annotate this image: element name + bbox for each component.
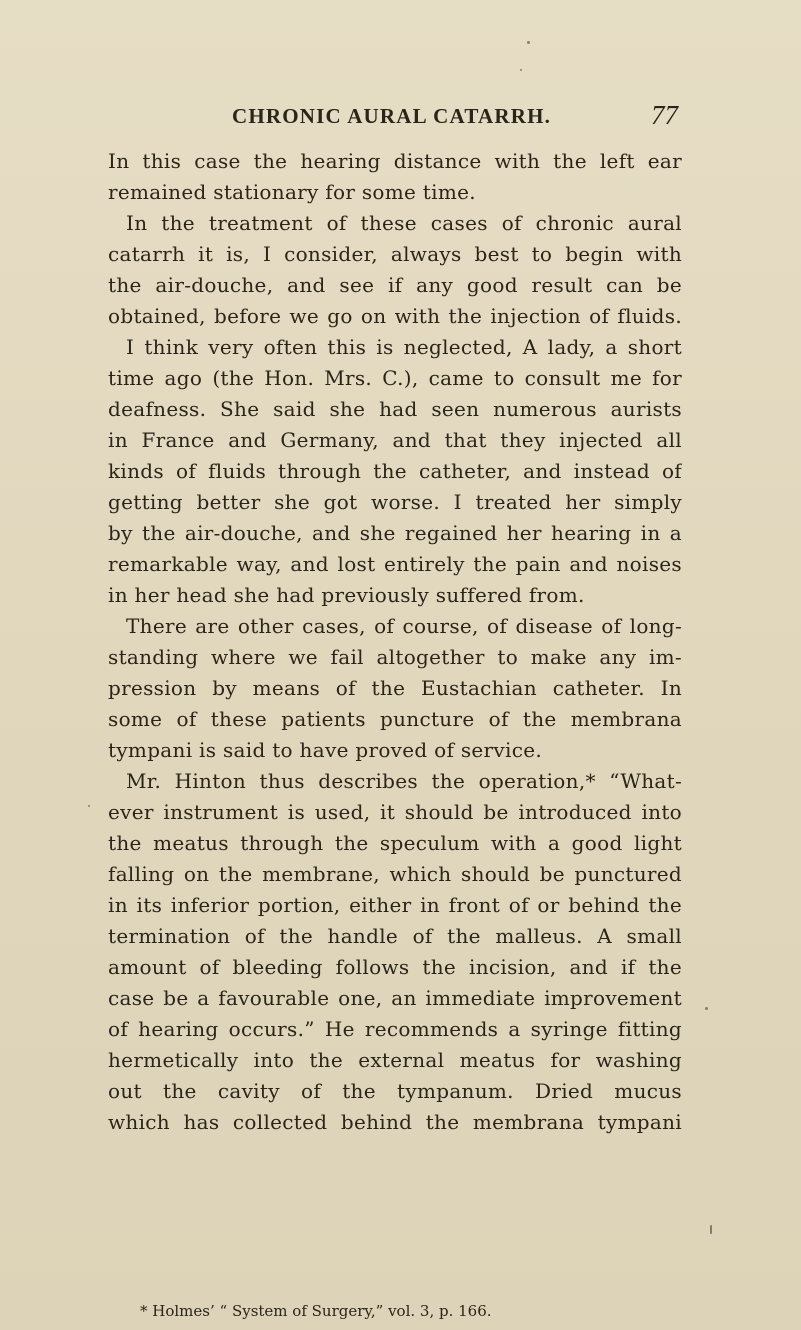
text-line: the air-douche, and see if any good result can be	[108, 273, 682, 297]
text-line: pression by means of the Eustachian catheter. In	[108, 676, 682, 700]
text-line: ever instrument is used, it should be introduced into	[108, 800, 682, 824]
paper-speck	[527, 41, 530, 44]
text-line: obtained, before we go on with the injection of fluids.	[108, 304, 682, 328]
text-line: tympani is said to have proved of service.	[108, 738, 543, 762]
text-line: In this case the hearing distance with the left ear	[108, 149, 682, 173]
text-line: I think very often this is neglected, A lady, a short	[126, 335, 682, 359]
text-line: some of these patients puncture of the membrana	[108, 707, 682, 731]
text-line: in her head she had previously suffered from.	[108, 583, 585, 607]
page-header	[220, 100, 680, 134]
text-line: falling on the membrane, which should be punctured	[108, 862, 682, 886]
text-line: kinds of fluids through the catheter, and instead of	[108, 459, 682, 483]
text-line: of hearing occurs.” He recommends a syringe fitting	[108, 1017, 682, 1041]
text-line: remained stationary for some time.	[108, 180, 476, 204]
paper-speck	[710, 1225, 712, 1234]
text-line: In the treatment of these cases of chronic aural	[126, 211, 682, 235]
text-line: in its inferior portion, either in front of or behind the	[108, 893, 682, 917]
text-line: There are other cases, of course, of disease of long-	[126, 614, 682, 638]
text-line: Mr. Hinton thus describes the operation,* “What-	[126, 769, 682, 793]
text-line: by the air-douche, and she regained her hearing in a	[108, 521, 682, 545]
text-line: hermetically into the external meatus for washing	[108, 1048, 682, 1072]
text-line: amount of bleeding follows the incision, and if the	[108, 955, 682, 979]
running-head: CHRONIC AURAL CATARRH.	[232, 104, 552, 128]
paper-speck	[88, 805, 90, 807]
text-line: the meatus through the speculum with a good light	[108, 831, 682, 855]
body-text	[108, 146, 682, 1138]
text-line: standing where we fail altogether to make any im-	[108, 645, 682, 669]
page-number: 77	[651, 100, 678, 130]
footnote: * Holmes’ “ System of Surgery,” vol. 3, p. 166.	[140, 1302, 492, 1320]
text-line: case be a favourable one, an immediate improvement	[108, 986, 682, 1010]
text-line: deafness. She said she had seen numerous aurists	[108, 397, 682, 421]
text-line: remarkable way, and lost entirely the pain and noises	[108, 552, 682, 576]
paper-speck	[520, 69, 522, 71]
text-line: catarrh it is, I consider, always best to begin with	[108, 242, 682, 266]
paper-speck	[705, 1007, 708, 1010]
text-line: termination of the handle of the malleus. A small	[108, 924, 682, 948]
text-line: getting better she got worse. I treated her simply	[108, 490, 682, 514]
text-line: which has collected behind the membrana tympani	[108, 1110, 682, 1134]
text-line: in France and Germany, and that they injected all	[108, 428, 682, 452]
text-line: out the cavity of the tympanum. Dried mucus	[108, 1079, 682, 1103]
text-line: time ago (the Hon. Mrs. C.), came to consult me for	[108, 366, 682, 390]
